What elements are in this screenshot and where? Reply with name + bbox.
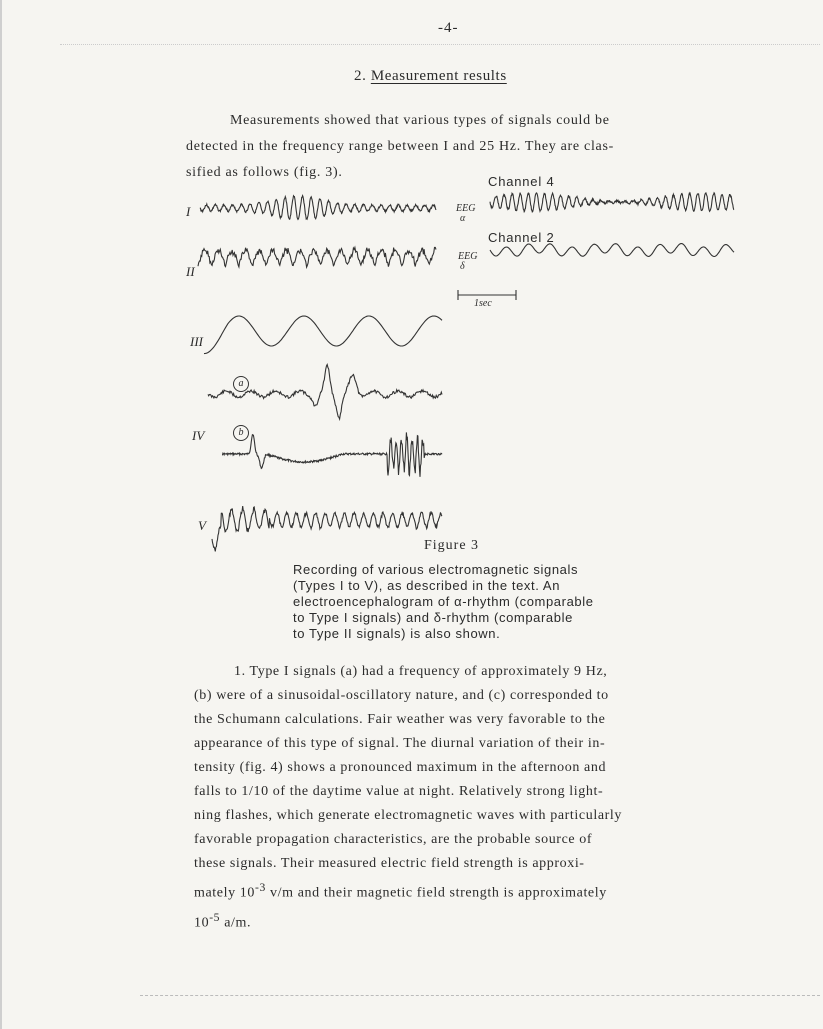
caption-line: (Types I to V), as described in the text. An <box>293 578 561 593</box>
body-line: tensity (fig. 4) shows a pronounced maximum in the afternoon and <box>194 760 607 775</box>
eeg-delta-label: EEG δ <box>458 251 478 272</box>
body-line: 1. Type I signals (a) had a frequency of approximately 9 Hz, <box>234 664 608 679</box>
caption-line: electroencephalogram of α-rhythm (comparable <box>293 594 594 609</box>
intro-line: detected in the frequency range between I and 25 Hz. They are clas- <box>186 139 614 154</box>
signal-label-I: I <box>186 204 191 219</box>
signal-trace-II <box>198 238 438 288</box>
top-rule <box>60 44 820 45</box>
section-number: 2. <box>354 68 367 84</box>
body-line: falls to 1/10 of the daytime value at night. Relatively strong light- <box>194 784 604 799</box>
eeg-alpha-label: EEG α <box>456 203 476 224</box>
signal-label-IV: IV <box>192 428 205 443</box>
section-title: Measurement results <box>370 68 507 84</box>
intro-paragraph <box>186 108 726 186</box>
intro-line: sified as follows (fig. 3). <box>186 165 343 180</box>
signal-label-III: III <box>190 334 203 349</box>
channel-label: Channel 2 <box>488 230 555 245</box>
caption-line: Recording of various electromagnetic signals <box>293 562 579 577</box>
body-line: these signals. Their measured electric field strength is approxi- <box>194 856 585 871</box>
signal-trace-III <box>204 308 444 354</box>
sub-label-a: a <box>233 376 249 392</box>
body-paragraph <box>194 660 734 935</box>
figure-caption <box>293 562 663 642</box>
body-line: the Schumann calculations. Fair weather was very favorable to the <box>194 712 606 727</box>
body-line: $10^{-5}$ a/m. <box>194 910 252 931</box>
channel-label: Channel 4 <box>488 174 555 189</box>
caption-line: to Type II signals) is also shown. <box>293 626 501 641</box>
signal-trace-I <box>200 190 440 226</box>
page-left-edge <box>0 0 2 1029</box>
eeg-trace-delta <box>490 236 736 266</box>
signal-label-V: V <box>198 518 206 533</box>
caption-line: to Type I signals) and δ-rhythm (comparable <box>293 610 573 625</box>
figure-label: Figure 3 <box>424 538 480 553</box>
body-line: favorable propagation characteristics, are the probable source of <box>194 832 593 847</box>
signal-trace-V <box>212 498 444 554</box>
eeg-trace-alpha <box>490 188 736 218</box>
time-scale-label: 1sec <box>474 298 492 309</box>
signal-trace-IVb <box>222 410 444 480</box>
bottom-rule <box>140 995 820 996</box>
signal-label-II: II <box>186 264 195 279</box>
body-line: mately $10^{-3}$ v/m and their magnetic field strength is approximately <box>194 881 607 901</box>
body-line: (b) were of a sinusoidal-oscillatory nature, and (c) corresponded to <box>194 688 609 703</box>
page-number: -4- <box>438 20 459 36</box>
section-heading <box>354 68 507 85</box>
sub-label-b: b <box>233 425 249 441</box>
body-line: ning flashes, which generate electromagnetic waves with particularly <box>194 808 622 823</box>
intro-line: Measurements showed that various types of signals could be <box>230 113 610 128</box>
body-line: appearance of this type of signal. The diurnal variation of their in- <box>194 736 606 751</box>
